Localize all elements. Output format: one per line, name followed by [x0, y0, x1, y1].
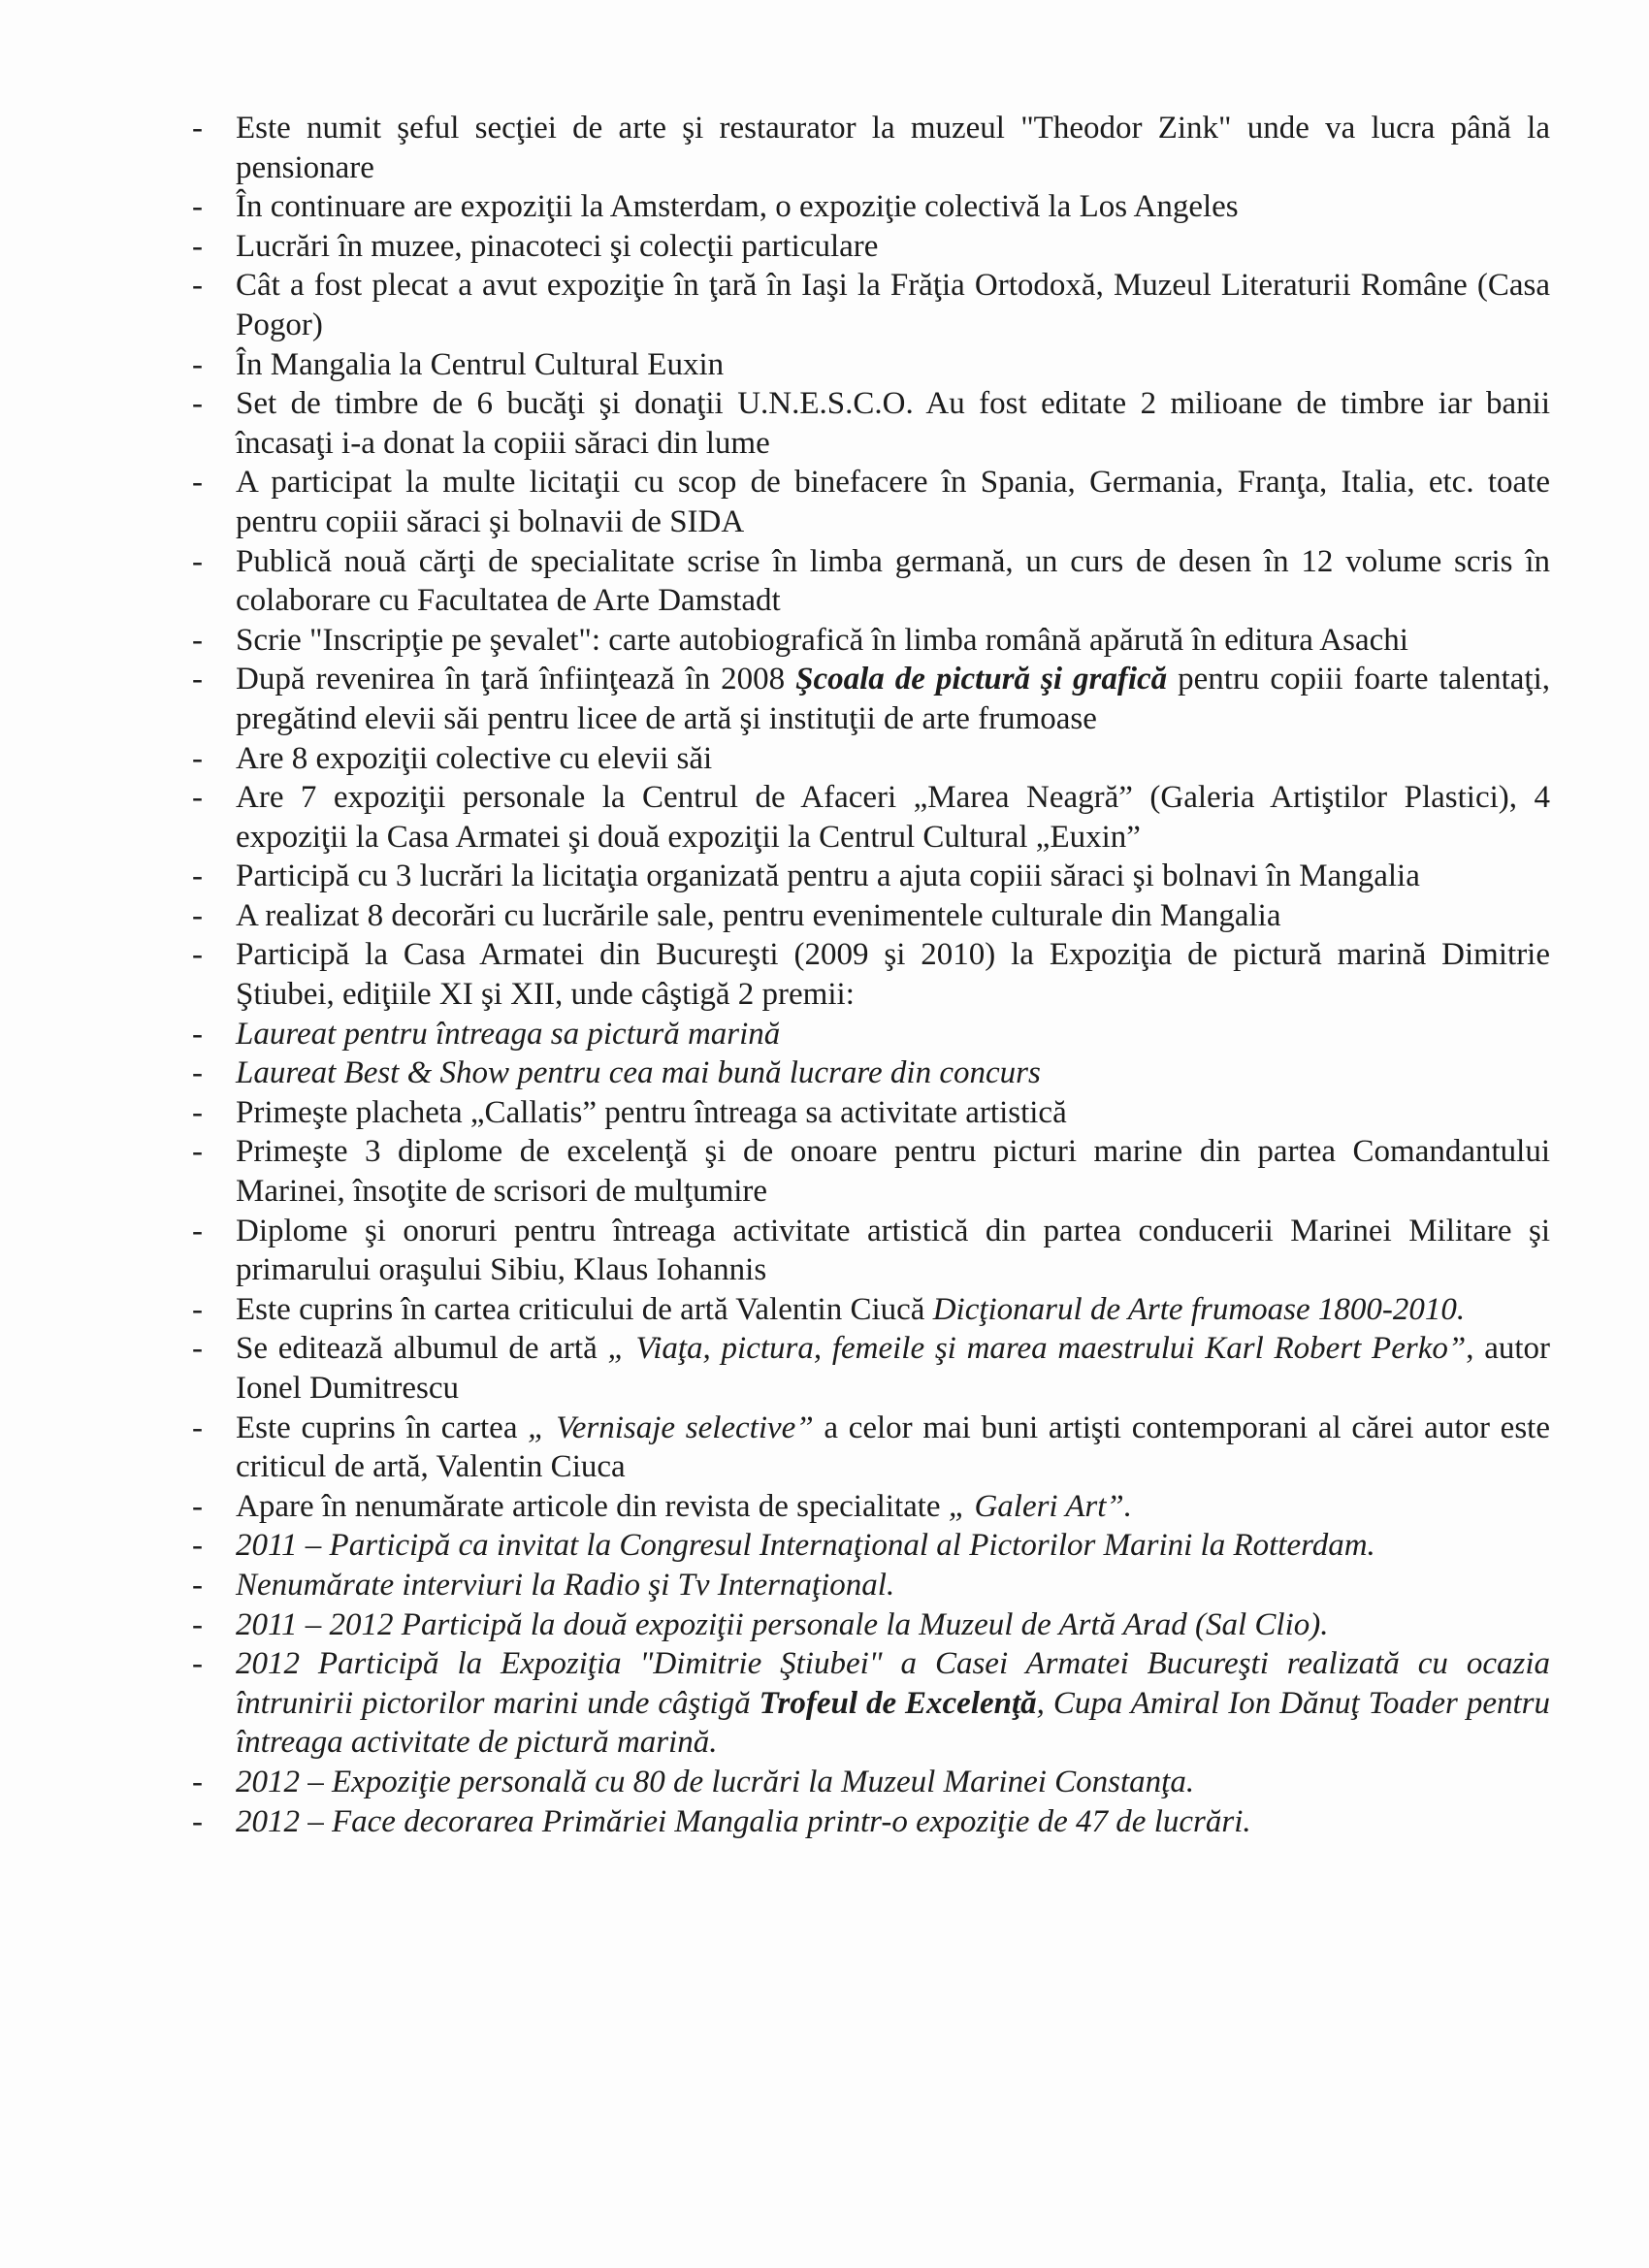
- bullet-dash: -: [192, 740, 203, 776]
- list-item-text: [236, 1292, 1465, 1327]
- bullet-dash: -: [192, 1055, 203, 1091]
- list-item-text: [236, 898, 1281, 933]
- text-run: Participă la Casa Armatei din Bucureşti (2009 şi 2010) la Expoziţia de pictură marină Dimitrie Ştiubei, ediţiile XI şi XII, unde câştigă 2 premii:: [236, 937, 1550, 1013]
- list-item-text: [236, 1214, 1550, 1288]
- list-item: [192, 1329, 1550, 1408]
- text-run: Are 7 expoziţii personale la Centrul de Afaceri „Marea Neagră” (Galeria Artiştilor Plastici), 4 expoziţii la Casa Armatei şi două expoziţii la Centrul Cultural „Euxin”: [236, 780, 1550, 855]
- list-item-text: [236, 465, 1550, 539]
- list-item: [192, 1053, 1550, 1093]
- list-item-text: [236, 229, 878, 264]
- list-item: [192, 1802, 1550, 1842]
- text-run: Scrie "Inscripţie pe şevalet": carte autobiografică în limba română apărută în editura Asachi: [236, 622, 1408, 658]
- list-item: [192, 187, 1550, 227]
- list-item: [192, 1409, 1550, 1487]
- list-item-text: [236, 268, 1550, 342]
- list-item: [192, 935, 1550, 1014]
- list-item-text: [236, 1607, 1329, 1642]
- bullet-dash: -: [192, 1134, 203, 1170]
- bullet-dash: -: [192, 1291, 203, 1327]
- text-run: a celor mai buni artişti contemporani al cărei autor este criticul de artă, Valentin Ciuca: [236, 1409, 1550, 1485]
- bullet-dash: -: [192, 1606, 203, 1642]
- list-item-text: [236, 347, 724, 382]
- list-item: [192, 1093, 1550, 1133]
- text-run: Primeşte placheta „Callatis” pentru întreaga sa activitate artistică: [236, 1094, 1067, 1130]
- text-run: Publică nouă cărţi de specialitate scrise în limba germană, un curs de desen în 12 volume scris în colaborare cu Facultatea de Arte Damstadt: [236, 543, 1550, 619]
- bullet-dash: -: [192, 662, 203, 697]
- bullet-dash: -: [192, 465, 203, 501]
- bullet-dash: -: [192, 1331, 203, 1367]
- list-item: [192, 778, 1550, 857]
- list-item-text: [236, 1646, 1550, 1760]
- list-item-text: [236, 189, 1239, 224]
- text-run: Lucrări în muzee, pinacoteci şi colecţii particulare: [236, 228, 879, 264]
- list-item-text: [236, 1331, 1550, 1406]
- bullet-dash: -: [192, 1016, 203, 1052]
- emphasized-title: Trofeul de Excelenţă: [759, 1685, 1037, 1721]
- bullet-dash: -: [192, 1764, 203, 1799]
- bullet-dash: -: [192, 386, 203, 422]
- bullet-dash: -: [192, 543, 203, 579]
- list-item: [192, 1290, 1550, 1330]
- bullet-dash: -: [192, 622, 203, 658]
- list-item: [192, 660, 1550, 738]
- bullet-dash: -: [192, 1488, 203, 1524]
- text-run: Este numit şeful secţiei de arte şi restaurator la muzeul "Theodor Zink" unde va lucra până la pensionare: [236, 111, 1550, 185]
- italic-text: Laureat pentru întreaga sa pictură marină: [236, 1016, 781, 1052]
- italic-text: 2012 – Expoziţie personală cu 80 de lucrări la Muzeul Marinei Constanţa.: [236, 1764, 1195, 1799]
- bullet-dash: -: [192, 189, 203, 225]
- list-item: [192, 896, 1550, 936]
- bullet-dash: -: [192, 1567, 203, 1603]
- text-run: Diplome şi onoruri pentru întreaga activitate artistică din partea conducerii Marinei Militare şi primarului oraşului Sibiu, Klaus Iohannis: [236, 1213, 1550, 1288]
- list-item: [192, 621, 1550, 661]
- text-run: Cât a fost plecat a avut expoziţie în ţară în Iaşi la Frăţia Ortodoxă, Muzeul Literaturii Române (Casa Pogor): [236, 268, 1550, 342]
- bullet-dash: -: [192, 1646, 203, 1682]
- list-item-text: [236, 1528, 1375, 1563]
- italic-text: 2012 Participă la Expoziţia "Dimitrie Ştiubei" a Casei Armatei Bucureşti realizată cu ocazia întrunirii pictorilor marini unde câştigă: [236, 1646, 1550, 1721]
- italic-text: „ Vernisaje selective”: [528, 1409, 814, 1445]
- bullet-dash: -: [192, 897, 203, 933]
- list-item-text: [236, 937, 1550, 1012]
- italic-text: 2011 – 2012 Participă la două expoziţii personale la Muzeul de Artă Arad (Sal Clio).: [236, 1606, 1329, 1642]
- text-run: Are 8 expoziţii colective cu elevii săi: [236, 740, 713, 776]
- italic-text: 2011 – Participă ca invitat la Congresul Internaţional al Pictorilor Marini la Rotterdam.: [236, 1528, 1375, 1564]
- emphasized-title: Şcoala de pictură şi grafică: [795, 662, 1168, 697]
- text-run: A participat la multe licitaţii cu scop de binefacere în Spania, Germania, Franţa, Italia, etc. toate pentru copiii săraci şi bolnavii de SIDA: [236, 465, 1550, 539]
- italic-text: „ Viaţa, pictura, femeile şi marea maestrului Karl Robert Perko”: [607, 1331, 1467, 1367]
- list-item-text: [236, 780, 1550, 855]
- list-item-text: [236, 1095, 1067, 1130]
- list-item: [192, 857, 1550, 896]
- bullet-dash: -: [192, 228, 203, 264]
- text-run: Apare în nenumărate articole din revista de specialitate: [236, 1488, 949, 1524]
- text-run: Este cuprins în cartea criticului de artă Valentin Ciucă: [236, 1291, 933, 1327]
- text-run: Set de timbre de 6 bucăţi şi donaţii U.N.E.S.C.O. Au fost editate 2 milioane de timbre iar banii încasaţi i-a donat la copiii săraci din lume: [236, 386, 1550, 461]
- list-item-text: [236, 1134, 1550, 1209]
- list-item: [192, 542, 1550, 621]
- list-item: [192, 1526, 1550, 1566]
- list-item-text: [236, 623, 1408, 658]
- list-item-text: [236, 741, 712, 776]
- list-item: [192, 227, 1550, 267]
- text-run: , autor Ionel Dumitrescu: [236, 1331, 1550, 1406]
- list-item-text: [236, 1055, 1041, 1090]
- bullet-dash: -: [192, 268, 203, 304]
- list-item: [192, 1132, 1550, 1211]
- text-run: După revenirea în ţară înfiinţează în 2008: [236, 662, 796, 697]
- italic-text: , Cupa Amiral Ion Dănuţ Toader pentru întreaga activitate de pictură marină.: [236, 1685, 1550, 1761]
- list-item: [192, 1605, 1550, 1645]
- italic-text: Laureat Best & Show pentru cea mai bună lucrare din concurs: [236, 1055, 1041, 1091]
- bullet-dash: -: [192, 111, 203, 146]
- text-run: Se editează albumul de artă: [236, 1331, 608, 1367]
- bullet-dash: -: [192, 1094, 203, 1130]
- list-item: [192, 109, 1550, 187]
- list-item: [192, 1015, 1550, 1054]
- italic-text: Nenumărate interviuri la Radio şi Tv Internaţional.: [236, 1567, 895, 1603]
- italic-text: 2012 – Face decorarea Primăriei Mangalia printr-o expoziţie de 47 de lucrări.: [236, 1803, 1251, 1839]
- bullet-dash: -: [192, 937, 203, 973]
- list-item-text: [236, 859, 1420, 893]
- text-run: pentru copiii foarte talentaţi, pregătind elevii săi pentru licee de artă şi instituţii de arte frumoase: [236, 662, 1550, 736]
- list-item-text: [236, 1765, 1194, 1799]
- text-run: Este cuprins în cartea: [236, 1409, 529, 1445]
- list-item: [192, 266, 1550, 344]
- list-item: [192, 1566, 1550, 1605]
- bullet-dash: -: [192, 1528, 203, 1564]
- list-item: [192, 384, 1550, 463]
- list-item-text: [236, 1489, 1132, 1524]
- text-run: În continuare are expoziţii la Amsterdam, o expoziţie colectivă la Los Angeles: [236, 189, 1239, 225]
- bullet-dash: -: [192, 1213, 203, 1248]
- list-item-text: [236, 1410, 1550, 1485]
- text-run: Primeşte 3 diplome de excelenţă şi de onoare pentru picturi marine din partea Comandantului Marinei, însoţite de scrisori de mulţumire: [236, 1134, 1550, 1210]
- biography-bullet-list: [192, 109, 1550, 1841]
- text-run: A realizat 8 decorări cu lucrările sale, pentru evenimentele culturale din Mangalia: [236, 897, 1281, 933]
- bullet-dash: -: [192, 859, 203, 894]
- list-item-text: [236, 662, 1550, 736]
- italic-text: „ Galeri Art”.: [948, 1488, 1133, 1524]
- list-item: [192, 739, 1550, 779]
- text-run: Participă cu 3 lucrări la licitaţia organizată pentru a ajuta copiii săraci şi bolnavi în Mangalia: [236, 859, 1420, 894]
- list-item-text: [236, 1017, 780, 1052]
- list-item-text: [236, 544, 1550, 619]
- italic-text: Dicţionarul de Arte frumoase 1800-2010.: [932, 1291, 1466, 1327]
- list-item: [192, 463, 1550, 541]
- list-item: [192, 1487, 1550, 1527]
- list-item-text: [236, 1804, 1251, 1839]
- bullet-dash: -: [192, 346, 203, 382]
- list-item: [192, 1763, 1550, 1802]
- list-item: [192, 1212, 1550, 1290]
- bullet-dash: -: [192, 780, 203, 816]
- bullet-dash: -: [192, 1803, 203, 1839]
- list-item: [192, 1644, 1550, 1763]
- list-item-text: [236, 386, 1550, 461]
- list-item: [192, 345, 1550, 385]
- list-item-text: [236, 111, 1550, 185]
- text-run: În Mangalia la Centrul Cultural Euxin: [236, 346, 725, 382]
- bullet-dash: -: [192, 1409, 203, 1445]
- list-item-text: [236, 1568, 894, 1603]
